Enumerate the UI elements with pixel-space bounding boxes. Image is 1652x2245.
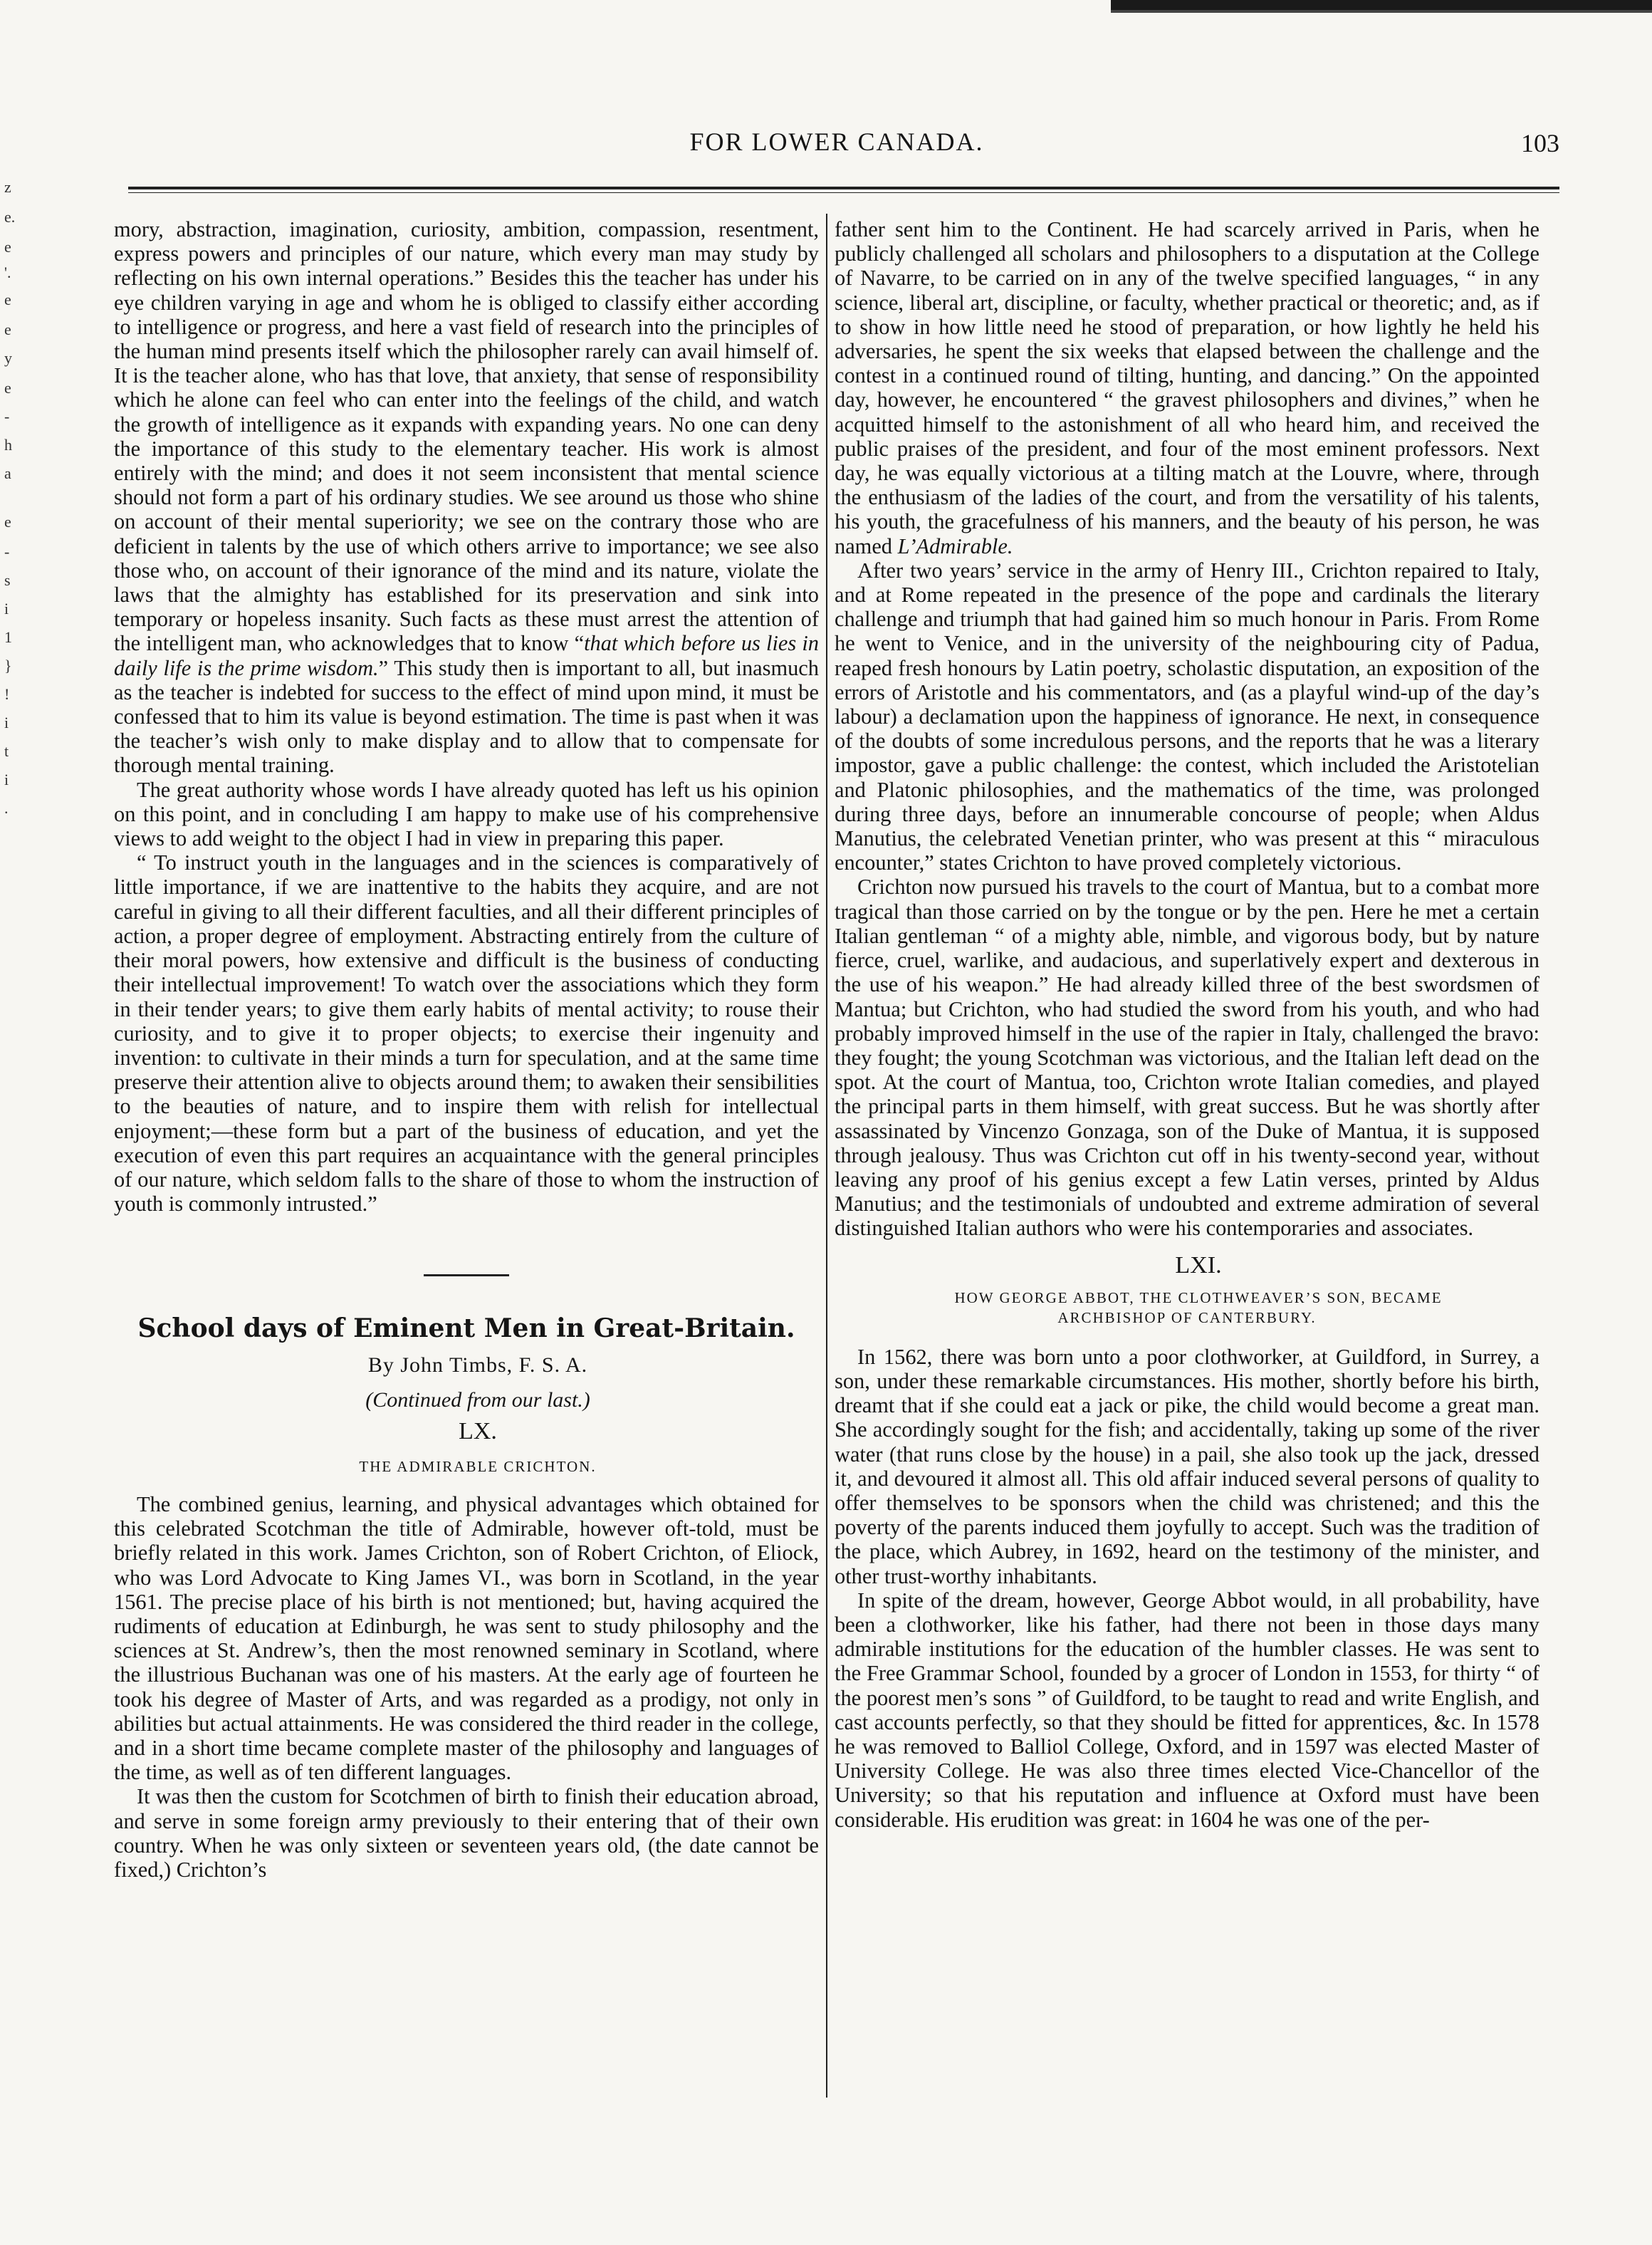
paragraph: Crichton now pursued his travels to the court of Mantua, but to a combat more tragical than those carried on by the tongue or by the pen. Here he met a certain Italian gentleman “ of a mighty able, nimble, and vigorous body, but by nature fierce, cruel, warlike, and audacious, and superlatively expert and dexterous in the use of his weapon.” He had already killed three of the best swordsmen of Mantua; but Crichton, who had studied the sword from his youth, and who had probably improved himself in the use of the rapier in Italy, challenged the bravo: they fought; the young Scotchman was victorious, and the Italian left dead on the spot. At the court of Mantua, too, Crichton wrote Italian comedies, and played the principal parts in them himself, with great success. But he was shortly after assassinated by Vincenzo Gonzaga, son of the Duke of Mantua, it is supposed through jealousy. Thus was Crichton cut off in his twenty-second year, without leaving any proof of his genius except a few Latin verses, printed by Aldus Manutius; and the testimonials of undoubted and extreme admiration of several distinguished Italian authors who were his contemporaries and associates.: [835, 875, 1539, 1241]
margin-mark: i: [4, 714, 9, 731]
article-numeral: LX.: [459, 1417, 497, 1444]
header-rule: [128, 187, 1559, 189]
margin-mark: i: [4, 771, 9, 788]
paragraph: The combined genius, learning, and physical advantages which obtained for this celebrated Scotchman the title of Admirable, however oft-told, must be briefly related in this work. James Crichton, son of Robert Crichton, of Eliock, who was Lord Advocate to King James VI., was born in Scotland, in the year 1561. The precise place of his birth is not mentioned; but, having acquired the rudiments of education at Edinburgh, he was sent to study philosophy and the sciences at St. Andrew’s, then the most renowned seminary in Scotland, where the illustrious Buchanan was one of his masters. At the early age of fourteen he took his degree of Master of Arts, and was regarded as a prodigy, not only in abilities but actual attainments. He was considered the third reader in the college, and in a short time became complete master of the philosophy and languages of the time, as well as of ten different languages.: [114, 1491, 819, 1785]
article-title: THE ADMIRABLE CRICHTON.: [359, 1457, 597, 1475]
page-header: [114, 127, 1559, 170]
margin-mark: s: [4, 571, 11, 589]
margin-mark: -: [4, 407, 10, 425]
paragraph: In spite of the dream, however, George Abbot would, in all probability, have been a clothworker, like his father, had there not been in those days many admirable institutions for the education of the humbler classes. He was sent to the Free Grammar School, founded by a grocer of London in 1553, for thirty “ of the poorest men’s sons ” of Guildford, to be taught to read and write English, and cast accounts perfectly, so that they should be fitted for apprentices, &c. In 1578 he was removed to Balliol College, Oxford, and in 1597 was elected Master of University College. He was also three times elected Vice-Chancellor of the University; so that his reputation and influence at Oxford must have been considerable. His erudition was great: in 1604 he was one of the per-: [835, 1588, 1539, 1832]
margin-mark: 1: [4, 628, 12, 646]
margin-mark: e: [4, 379, 11, 397]
section-heading: School days of Eminent Men in Great-Britain.: [137, 1313, 795, 1344]
article-title-line: HOW GEORGE ABBOT, THE CLOTHWEAVER’S SON, BECAME: [954, 1288, 1443, 1306]
paragraph: In 1562, there was born unto a poor clothworker, at Guildford, in Surrey, a son, under these remarkable circumstances. His mother, shortly before his birth, dreamt that if she could eat a jack or pike, the child would become a great man. She accordingly sought for the fish; and accidentally, taking up some of the river water (that runs close by the house) in a pail, she also took up the jack, dressed it, and devoured it almost all. This old affair induced several persons of quality to offer themselves to be sponsors when the child was christened; and this the poverty of the parents induced them joyfully to accept. Such was the tradition of the place, which Aubrey, in 1692, heard on the testimony of the minister, and other trust-worthy inhabitants.: [835, 1344, 1539, 1588]
margin-mark: }: [4, 657, 12, 674]
margin-mark: a: [4, 464, 11, 482]
article-numeral: LXI.: [1175, 1251, 1222, 1278]
margin-mark: .: [4, 799, 9, 817]
paragraph: It was then the custom for Scotchmen of birth to finish their education abroad, and serve in some foreign army previously to their entering that of their own country. When he was only sixteen or seventeen years old, (the date cannot be fixed,) Crichton’s: [114, 1784, 819, 1882]
author-line: By John Timbs, F. S. A.: [367, 1353, 588, 1377]
paragraph: [835, 217, 1539, 558]
article-title-line: ARCHBISHOP OF CANTERBURY.: [1057, 1308, 1317, 1326]
margin-mark: e: [4, 513, 11, 531]
margin-mark: y: [4, 349, 12, 367]
running-title: FOR LOWER CANADA.: [689, 127, 984, 156]
right-column: [835, 217, 1539, 1832]
margin-mark: t: [4, 742, 9, 760]
top-edge-bar: [1111, 0, 1652, 10]
margin-mark: !: [4, 685, 10, 703]
margin-marks: [0, 178, 21, 855]
paragraph: [114, 217, 819, 778]
margin-mark: i: [4, 600, 9, 618]
margin-mark: e.: [4, 208, 16, 226]
margin-mark: e: [4, 321, 11, 338]
article-title: [835, 1288, 1539, 1328]
margin-mark: -: [4, 543, 10, 561]
paragraph-text: ” This study then is important to all, but inasmuch as the teacher is indebted for success to the effect of mind upon mind, it must be confessed that to him its value is beyond estimation. The time is past when it was the teacher’s wish only to make display and to allow that to compensate for thorough mental training.: [114, 655, 819, 778]
paragraph: After two years’ service in the army of Henry III., Crichton repaired to Italy, and at Rome repeated in the presence of the pope and cardinals the literary challenge and triumph that had gained him so much honour in Paris. From Rome he went to Venice, and in the university of the neighbouring city of Padua, reaped fresh honours by Latin poetry, scholastic disputation, an exposition of the errors of Aristotle and his commentators, and (as a playful wind-up of the day’s labour) a declamation upon the happiness of ignorance. He next, in consequence of the doubts of some incredulous persons, and the reports that he was a literary impostor, gave a public challenge: the contest, which included the Aristotelian and Platonic philosophies, and the mathematics of the time, was prolonged during three days, before an innumerable concourse of people; when Aldus Manutius, the celebrated Venetian printer, who was present at this “ miraculous encounter,” states Crichton to have proved completely victorious.: [835, 558, 1539, 875]
margin-mark: h: [4, 436, 12, 454]
continued-note: (Continued from our last.): [365, 1387, 590, 1412]
paragraph-text: mory, abstraction, imagination, curiosity, ambition, compassion, resentment, express powers and principles of our nature, which every man may study by reflecting on his own internal operations.” Besides this the teacher has under his eye children varying in age and whom he is obliged to classify either according to intelligence or progress, and here a vast field of research into the principles of the human mind presents itself which the philosopher rarely can avail himself of. It is the teacher alone, who has that love, that anxiety, that sense of responsibility which he alone can feel who can enter into the feelings of the child, and watch the growth of intelligence as it expands with expanding years. No one can deny the importance of this study to the elementary teacher. His work is almost entirely with the mind; and does it not seem inconsistent that mental science should not form a part of his ordinary studies. We see around us those who shine on account of their mental superiority; we see on the contrary those who are deficient in talents by the use of which others arrive to importance; we see also those who, on account of their ignorance of the mind and its nature, violate the laws that the almighty has established for its preservation and sink into temporary or hopeless insanity. Such facts as these must arrest the attention of the intelligent man, who acknowledges that to know “: [114, 217, 819, 656]
margin-mark: e: [4, 238, 11, 256]
paragraph: The great authority whose words I have already quoted has left us his opinion on this point, and in concluding I am happy to make use of his comprehensive views to add weight to the object I had in view in preparing this paper.: [114, 777, 819, 851]
margin-mark: z: [4, 178, 11, 196]
header-rule-thin: [128, 192, 1559, 193]
column-divider: [826, 214, 827, 2098]
paragraph: “ To instruct youth in the languages and in the sciences is comparatively of little importance, if we are inattentive to the habits they acquire, and are not careful in giving to all their different faculties, and all their different principles of action, a proper degree of employment. Abstracting entirely from the culture of their moral powers, how extensive and difficult is the business of conducting their intellectual improvement! To watch over the associations which they form in their tender years; to give them early habits of mental activity; to rouse their curiosity, and to give it to proper objects; to exercise their ingenuity and invention: to cultivate in their minds a turn for speculation, and at the same time preserve their attention alive to objects around them; to awaken their sensibilities to the beauties of nature, and to inspire them with relish for intellectual enjoyment;—these form but a part of the business of education, and yet the execution of even this part requires an acquaintance with the general principles of our nature, which seldom falls to the share of those to whom the instruction of youth is commonly intrusted.”: [114, 850, 819, 1217]
top-edge-bar-shadow: [1111, 10, 1652, 13]
quote-italic: that which before us lies in daily life is the prime wisdom.: [114, 631, 819, 680]
named-italic: L’Admirable.: [897, 533, 1013, 558]
left-column: [114, 217, 819, 1882]
margin-mark: '.: [4, 264, 11, 281]
paragraph-text: father sent him to the Continent. He had scarcely arrived in Paris, when he publicly challenged all scholars and philosophers to a disputation at the College of Navarre, to be carried on in any of the twelve specified languages, “ in any science, liberal art, discipline, or faculty, whether practical or theoretic; and, as if to show in how little need he stood of preparation, or how lightly he held his adversaries, he spent the six weeks that elapsed between the challenge and the contest in a continued round of tilting, hunting, and dancing.” On the appointed day, however, he encountered “ the gravest philosophers and divines,” when he acquitted himself to the astonishment of all who heard him, and received the public praises of the president, and four of the most eminent professors. Next day, he was equally victorious at a tilting match at the Louvre, where, through the enthusiasm of the ladies of the court, and from the versatility of his talents, his youth, the gracefulness of his manners, and the beauty of his person, he was named: [835, 217, 1539, 558]
margin-mark: e: [4, 291, 11, 308]
page-number: 103: [1521, 129, 1559, 157]
